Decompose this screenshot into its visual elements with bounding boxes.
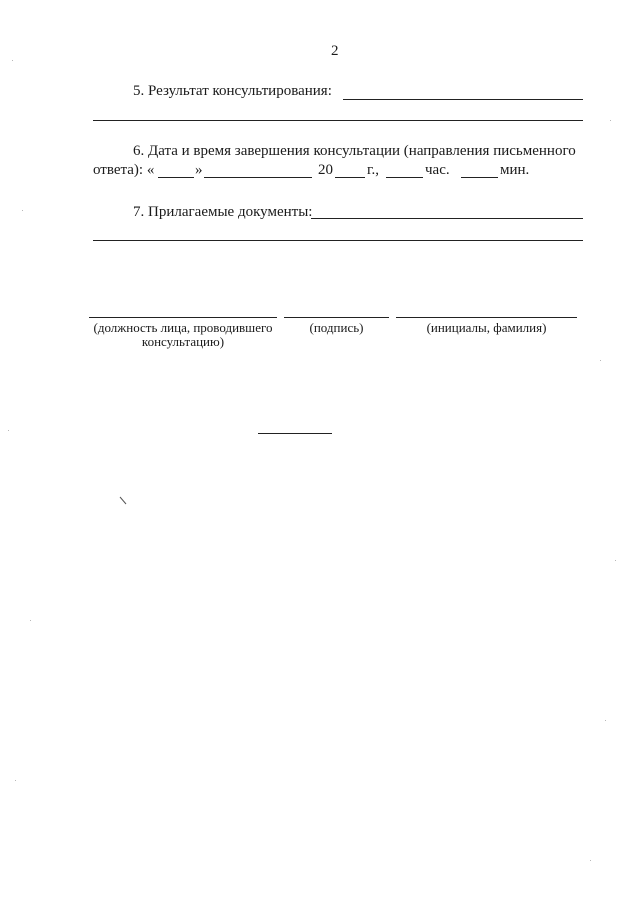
item7-label: 7. Прилагаемые документы: (133, 204, 313, 220)
scan-speck (22, 210, 23, 211)
scan-speck (610, 120, 611, 121)
scan-speck (30, 620, 31, 621)
signature-line[interactable] (284, 317, 389, 318)
item5-result-field-line2[interactable] (93, 120, 583, 121)
scan-speck (590, 860, 591, 861)
month-field[interactable] (204, 177, 312, 178)
year-field[interactable] (335, 177, 365, 178)
scan-speck (615, 560, 616, 561)
minutes-field[interactable] (461, 177, 498, 178)
position-caption-line1: (должность лица, проводившего (93, 320, 273, 335)
position-caption-line2: консультацию) (141, 334, 225, 349)
scan-speck (605, 720, 606, 721)
page-number: 2 (331, 43, 339, 59)
position-signature-line[interactable] (89, 317, 277, 318)
signature-caption: (подпись) (309, 320, 364, 335)
item6-year-suffix: г., (367, 162, 379, 178)
item6-hours-label: час. (425, 162, 450, 178)
day-field[interactable] (158, 177, 194, 178)
hours-field[interactable] (386, 177, 423, 178)
closing-separator (258, 433, 332, 434)
item7-documents-field-line2[interactable] (93, 240, 583, 241)
scan-speck (15, 780, 16, 781)
item6-minutes-label: мин. (500, 162, 530, 178)
name-signature-line[interactable] (396, 317, 577, 318)
item6-line1: 6. Дата и время завершения консультации (направления письменного (133, 143, 576, 159)
scan-speck (8, 430, 9, 431)
item6-year-prefix: 20 (318, 162, 333, 178)
name-caption: (инициалы, фамилия) (426, 320, 547, 335)
item5-label: 5. Результат консультирования: (133, 83, 332, 99)
item6-close-quote: » (195, 162, 203, 178)
scan-speck (600, 360, 601, 361)
item5-result-field[interactable] (343, 99, 583, 100)
item7-documents-field[interactable] (311, 218, 583, 219)
scan-speck (12, 60, 13, 61)
scan-mark (118, 495, 130, 507)
item6-open-text: ответа): « (93, 162, 155, 178)
